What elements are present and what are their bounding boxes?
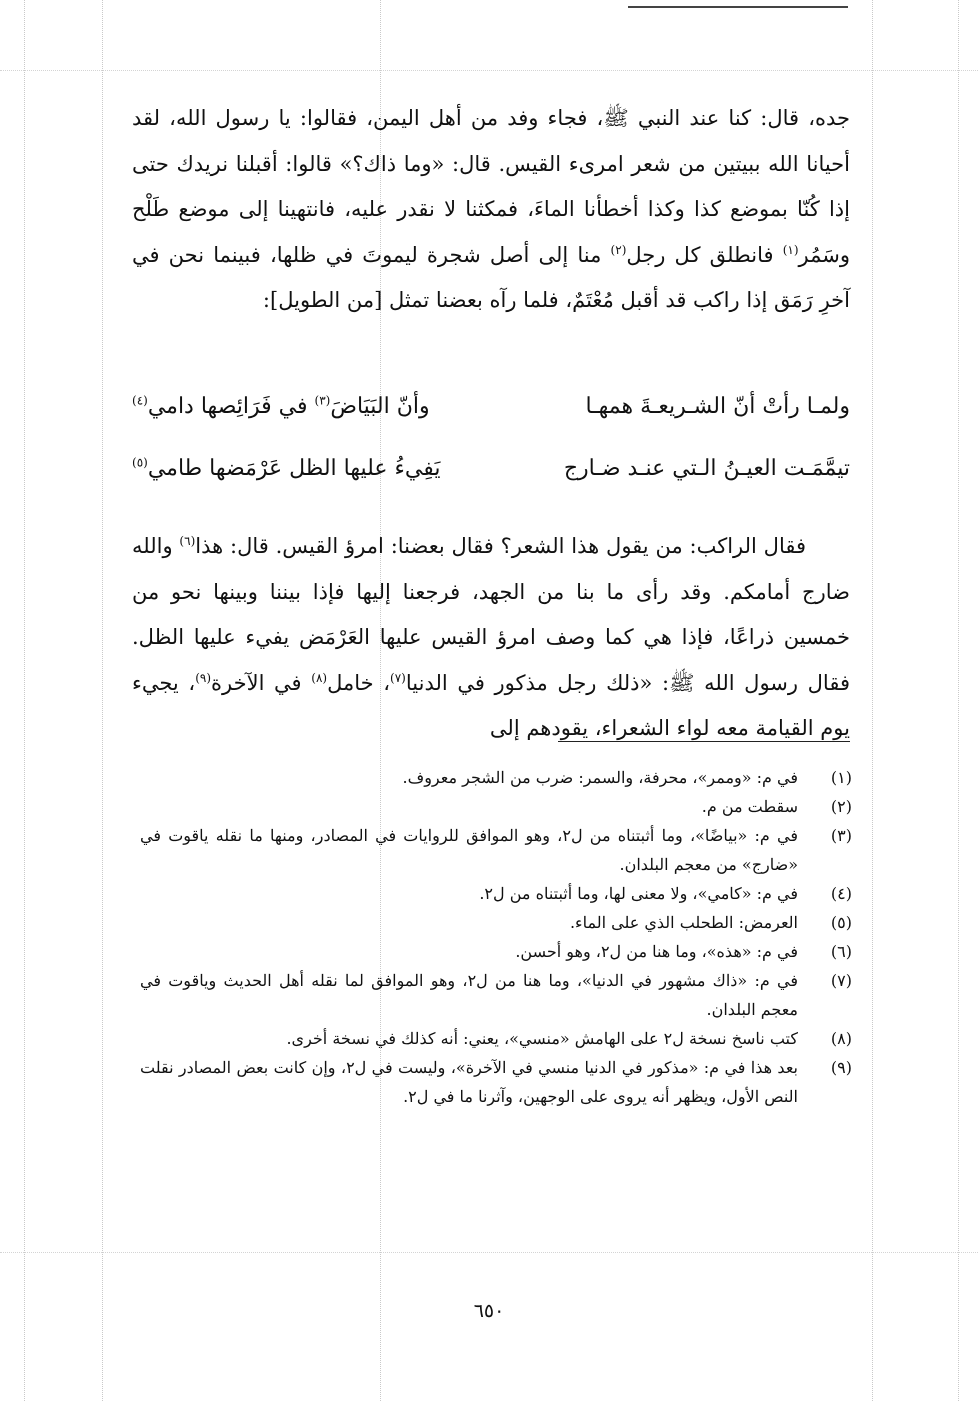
footnote-8 xyxy=(140,1024,852,1053)
footnote-ref-3[interactable]: (٣) xyxy=(314,393,331,408)
footnote-ref-4[interactable]: (٤) xyxy=(132,393,148,408)
footnote-number: (٥) xyxy=(830,913,852,932)
footnote-6 xyxy=(140,937,852,966)
footnote-text: العرمض: الطحلب الذي على الماء. xyxy=(569,913,798,932)
scan-artifact xyxy=(872,0,873,1401)
footnote-text: في م: «ذاك مشهور في الدنيا»، وما هنا من ل٢، وهو الموافق لما نقله أهل الحديث وياقوت في معجم البلدان. xyxy=(140,971,799,1019)
verse1-h2-part-a: وأنّ البَيَاضَ xyxy=(330,394,430,419)
verse-line-2 xyxy=(132,456,850,506)
scan-artifact xyxy=(0,70,978,71)
footnote-ref-5[interactable]: (٥) xyxy=(132,455,148,470)
footnote-number: (٣) xyxy=(830,826,852,845)
footnote-text: في م: «هذه»، وما هنا من ل٢، وهو أحسن. xyxy=(515,942,798,961)
footnote-number: (٦) xyxy=(830,942,852,961)
footnote-3 xyxy=(140,821,852,879)
verse1-hemistich-1: ولمـا رأتْ أنّ الشـريعـةَ همهـا xyxy=(585,394,850,419)
footnote-text: كتب ناسخ نسخة ل٢ على الهامش «منسي»، يعني: أنه كذلك في نسخة أخرى. xyxy=(286,1029,798,1048)
footnote-2 xyxy=(140,792,852,821)
footnote-ref-8[interactable]: (٨) xyxy=(311,670,328,685)
verse-line-1 xyxy=(132,394,850,444)
footnote-5 xyxy=(140,908,852,937)
footnote-text: في م: «كامي»، ولا معنى لها، وما أثبتناه من ل٢. xyxy=(479,884,798,903)
footnote-text: سقطت من م. xyxy=(701,797,798,816)
header-rule xyxy=(628,6,848,8)
para1-text-b: فانطلق كل رجل xyxy=(626,242,783,267)
footnote-separator xyxy=(558,741,850,742)
footnote-ref-9[interactable]: (٩) xyxy=(195,670,212,685)
footnotes-section xyxy=(140,763,852,1111)
verse1-h2-part-b: في فَرَائِصها دامي xyxy=(147,394,315,419)
footnote-ref-7[interactable]: (٧) xyxy=(390,670,406,685)
para1-text-c: منا إلى أصل شجرة ليموتَ في ظلها، فبينما نحن في آخرِ رَمَق إذا راكب قد أقبل مُعْتَمٌ، فلما رآه بعضنا تمثل [من الطويل]: xyxy=(132,242,850,312)
footnote-text: في م: «وممر»، محرفة، والسمر: ضرب من الشجر معروف. xyxy=(402,768,798,787)
main-paragraph-2 xyxy=(132,524,850,752)
footnote-number: (١) xyxy=(830,768,852,787)
verse2-h2-text: يَفِيءُ عليها الظل عَرْمَضها طامي xyxy=(147,456,441,481)
footnote-7 xyxy=(140,966,852,1024)
footnote-9 xyxy=(140,1053,852,1111)
footnote-number: (٢) xyxy=(830,797,852,816)
footnote-ref-1[interactable]: (١) xyxy=(782,242,799,257)
para2-text-d: في الآخرة xyxy=(211,670,312,695)
scan-artifact xyxy=(0,1252,978,1253)
para1-text-a: جده، قال: كنا عند النبي ﷺ، فجاء وفد من أهل اليمن، فقالوا: يا رسول الله، لقد أحيانا الله ببيتين من شعر امرىء القيس. قال: «وما ذاك؟» قالوا: أقبلنا نريدك حتى إذا كُنّا بموضع كذا وكذا أخطأنا الماءَ، فمكثنا لا نقدر عليه، فانتهينا إلى موضع طَلْح وسَمُر xyxy=(132,106,851,267)
footnote-ref-2[interactable]: (٢) xyxy=(610,242,627,257)
footnote-number: (٨) xyxy=(830,1029,852,1048)
scan-artifact xyxy=(24,0,25,1401)
para2-text-c: ، خامل xyxy=(327,670,391,695)
footnote-4 xyxy=(140,879,852,908)
footnote-number: (٧) xyxy=(830,971,852,990)
para2-text-a: فقال الراكب: من يقول هذا الشعر؟ فقال بعضنا: امرؤ القيس. قال: هذا xyxy=(195,534,807,558)
para2-text-b: والله ضارج أمامكم. وقد رأى ما بنا من الجهد، فرجعنا إليها فإذا بيننا وبينها نحو من خمسين ذراعًا، فإذا هي كما وصف امرؤ القيس عليها العَرْمَض يفيء عليها الظل. فقال رسول الله ﷺ: «ذلك رجل مذكور في الدنيا xyxy=(132,534,850,695)
main-paragraph-1 xyxy=(132,96,850,324)
verse2-hemistich-2 xyxy=(132,456,440,481)
footnote-text: في م: «بياضًا»، وما أثبتناه من ل٢، وهو الموافق للروايات في المصادر، ومنها ما نقله ياقوت في «ضارج» من معجم البلدان. xyxy=(140,826,799,874)
footnote-text: بعد هذا في م: «مذكور في الدنيا منسي في الآخرة»، وليست في ل٢، وإن كانت بعض المصادر نقلت النص الأول، ويظهر أنه يروى على الوجهين، وآثرنا ما في ل٢. xyxy=(140,1058,799,1106)
scan-artifact xyxy=(958,0,959,1401)
footnote-number: (٩) xyxy=(830,1058,852,1077)
scan-artifact xyxy=(102,0,103,1401)
para2-text-e: ، يجيء يوم القيامة معه لواء الشعراء، يقودهم إلى xyxy=(132,670,850,740)
footnote-1 xyxy=(140,763,852,792)
page-number: ٦٥٠ xyxy=(473,1300,505,1322)
footnote-ref-6[interactable]: (٦) xyxy=(179,534,196,548)
footnote-number: (٤) xyxy=(830,884,852,903)
verse2-hemistich-1: تيمَّمَـت العيـنُ الـتي عنـد ضـارج xyxy=(563,456,850,481)
verse1-hemistich-2 xyxy=(132,394,430,419)
